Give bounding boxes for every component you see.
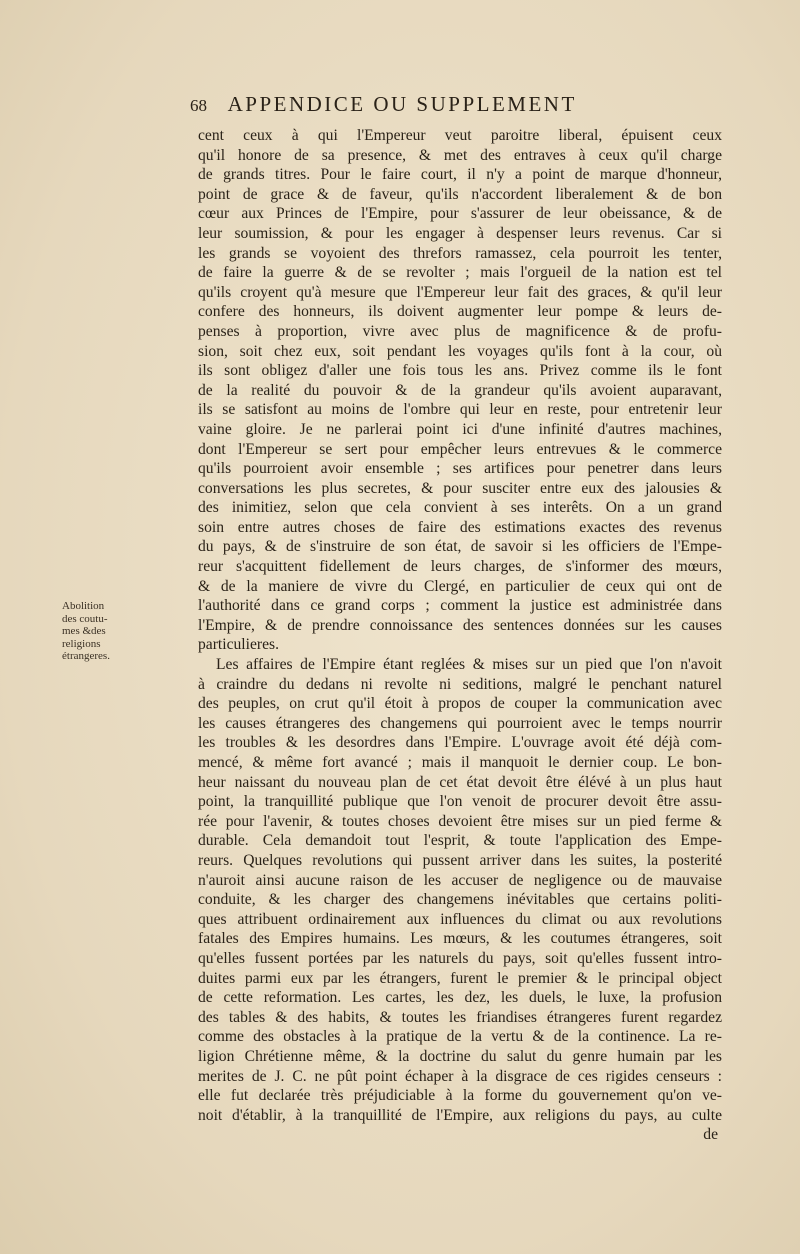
text-line: des peuples, on crut qu'il étoit à propos de couper la communication avec: [198, 695, 722, 713]
text-line: & de la maniere de vivre du Clergé, en particulier de ceux qui ont de: [198, 577, 722, 595]
text-line: qu'elles fussent portées par les naturels du pays, soit qu'elles fussent intro-: [198, 949, 722, 967]
text-line: noit d'établir, à la tranquillité de l'Empire, aux religions du pays, au culte: [198, 1106, 722, 1124]
marginal-note-line: mes &des: [62, 625, 106, 637]
text-line: soin entre autres choses de faire des estimations exactes des revenus: [198, 518, 722, 536]
text-line: mencé, & même fort avancé ; mais il manquoit le dernier coup. Le bon-: [198, 754, 722, 771]
text-line: l'Empire, & de prendre connoissance des sentences données sur les causes: [198, 616, 722, 634]
text-line: reurs. Quelques revolutions qui pussent arriver dans les suites, la posterité: [198, 851, 722, 869]
running-title: APPENDICE OU SUPPLEMENT: [227, 92, 577, 116]
text-line: des tables & des habits, & toutes les friandises étrangeres furent regardez: [198, 1008, 722, 1026]
text-line: à craindre du dedans ni revolte ni seditions, malgré le penchant naturel: [198, 675, 722, 693]
text-line: qu'il honore de sa presence, & met des entraves à ceux qu'il charge: [198, 146, 722, 164]
text-line: ils se satisfont au moins de l'ombre qui leur en reste, pour entretenir leur: [198, 401, 722, 419]
marginal-note-line: Abolition: [62, 600, 105, 612]
text-line: vaine gloire. Je ne parlerai point ici d'une infinité d'autres machines,: [198, 420, 722, 438]
text-line: de la realité du pouvoir & de la grandeur qu'ils avoient auparavant,: [198, 381, 722, 399]
text-line: ligion Chrétienne même, & la doctrine du salut du genre humain par les: [198, 1047, 722, 1065]
body-text: [198, 126, 722, 1145]
text-line: les grands se voyoient des threfors ramassez, cela pourroit les tenter,: [198, 244, 722, 262]
text-line: penses à proportion, vivre avec plus de magnificence & de profu-: [198, 322, 722, 340]
text-line: point de grace & de faveur, qu'ils n'accordent liberalement & de bon: [198, 185, 722, 203]
marginal-note-line: religions: [62, 637, 101, 650]
marginal-note-line: des coutu-: [62, 612, 108, 625]
text-line: durable. Cela demandoit tout l'esprit, & toute l'application des Empe-: [198, 832, 722, 850]
text-line: fatales des Empires humains. Les mœurs, & les coutumes étrangeres, soit: [198, 930, 722, 948]
text-line: duites parmi eux par les étrangers, furent le premier & le principal object: [198, 969, 722, 987]
text-line: Les affaires de l'Empire étant reglées & mises sur un pied que l'on n'avoit: [216, 656, 722, 674]
text-line: sion, soit chez eux, soit pendant les voyages qu'ils font à la cour, où: [198, 342, 722, 360]
text-line: heur naissant du nouveau plan de cet état devoit être élévé à un plus haut: [198, 773, 722, 791]
text-line: dont l'Empereur se sert pour empêcher leurs entrevues & le commerce: [198, 440, 722, 458]
text-line: conversations les plus secretes, & pour susciter entre eux des jalousies &: [198, 479, 722, 497]
text-line: merites de J. C. ne pût point échaper à la disgrace de ces rigides censeurs :: [198, 1067, 722, 1085]
text-line: reur s'acquittent fidellement de leurs charges, de s'informer des mœurs,: [198, 558, 722, 576]
text-line: de cette reformation. Les cartes, les dez, les duels, le luxe, la profusion: [198, 989, 722, 1007]
text-line: point, la tranquillité publique que l'on venoit de procurer devoit être assu-: [198, 793, 722, 811]
text-line: les troubles & les desordres dans l'Empire. L'ouvrage avoit été déjà com-: [198, 734, 722, 752]
running-header: [190, 92, 720, 117]
text-line: particulieres.: [198, 636, 279, 654]
text-line: les causes étrangeres des changemens qui pourroient avec le temps nourrir: [198, 714, 722, 732]
catchword: de: [703, 1126, 718, 1144]
text-line: l'authorité dans ce grand corps ; comment la justice est administrée dans: [198, 597, 722, 615]
marginal-note-line: étrangeres.: [62, 650, 110, 662]
text-line: qu'ils croyent qu'à mesure que l'Empereur leur fait des graces, & qu'il leur: [198, 283, 722, 301]
text-line: comme des obstacles à la pratique de la vertu & de la continence. La re-: [198, 1028, 722, 1046]
text-line: elle fut declarée très préjudiciable à la forme du gouvernement qu'on ve-: [198, 1087, 722, 1105]
text-line: conduite, & les charger des changemens inévitables que certains politi-: [198, 891, 722, 909]
marginal-note: [62, 600, 134, 663]
text-line: ques attribuent ordinairement aux influences du climat ou aux revolutions: [198, 910, 722, 928]
text-line: cœur aux Princes de l'Empire, pour s'assurer de leur obeissance, & de: [198, 205, 722, 223]
text-line: du pays, & de s'instruire de son état, de savoir si les officiers de l'Empe-: [198, 538, 722, 556]
text-line: cent ceux à qui l'Empereur veut paroitre liberal, épuisent ceux: [198, 127, 722, 144]
text-line: de grands titres. Pour le faire court, il n'y a point de marque d'honneur,: [198, 166, 722, 184]
page-number: 68: [190, 96, 207, 115]
text-line: ils sont obligez d'aller une fois tous les ans. Privez comme ils le font: [198, 362, 722, 380]
text-line: rée pour l'avenir, & toutes choses devoient être mises sur un pied ferme &: [198, 812, 722, 830]
text-line: n'auroit ainsi aucune raison de les accuser de negligence ou de mauvaise: [198, 871, 722, 889]
text-line: leur soumission, & pour les engager à despenser leurs revenus. Car si: [198, 224, 722, 242]
text-line: de faire la guerre & de se revolter ; mais l'orgueil de la nation est tel: [198, 264, 722, 282]
text-line: confere des honneurs, ils doivent augmenter leur pompe & leurs de-: [198, 303, 722, 321]
text-line: des inimitiez, selon que cela convient à ses interêts. On a un grand: [198, 499, 722, 517]
text-line: qu'ils pourroient avoir ensemble ; ses artifices pour penetrer dans leurs: [198, 460, 722, 478]
